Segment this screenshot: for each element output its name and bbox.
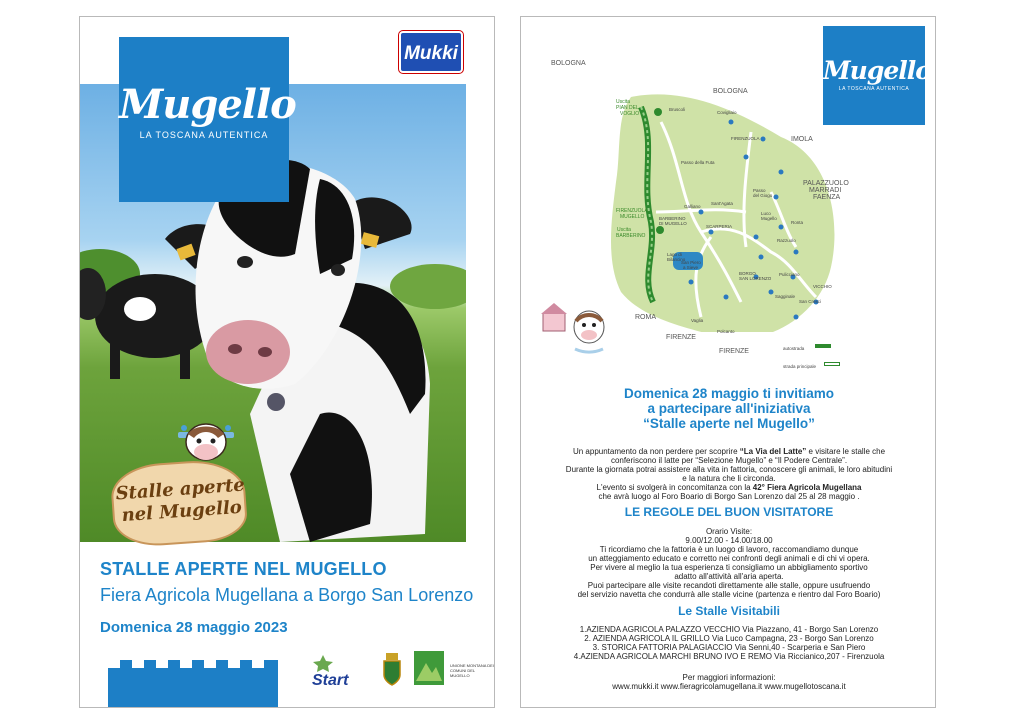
stall-item-3: 3. STORICA FATTORIA PALAGIACCIO Via Senni,40 - Scarperia e San Piero [592,643,866,652]
stall-item-2: 2. AZIENDA AGRICOLA IL GRILLO Via Luco Campagna, 23 - Borgo San Lorenzo [584,634,874,643]
websites[interactable]: www.mukki.it www.fieragricolamugellana.it www.mugellotoscana.it [612,682,846,691]
map-town-borgo-2: SAN LORENZO [739,276,772,281]
mugello-logo [119,37,296,202]
intro-6: che avrà luogo al Foro Boario di Borgo San Lorenzo dal 25 al 28 maggio . [598,492,860,501]
map-town-sagginale: Sagginale [775,294,796,299]
more-info [521,673,936,691]
map-town-passo-giogo-1: Passo [753,188,766,193]
event-date: Domenica 28 maggio 2023 [100,619,288,636]
coat-of-arms-icon [380,651,404,687]
rule-4: adatto all'attività all'aria aperta. [674,572,784,581]
map-label-pian-1: PIAN DEL [616,105,639,111]
sign-line-2: nel Mugello [120,496,243,527]
map-town-barberino-1: BARBERINO [659,216,686,221]
background-cow-image [80,268,215,379]
map-label-firenzuola-exit: FIRENZUOLA [616,208,648,214]
rules-title: LE REGOLE DEL BUON VISITATORE [624,505,834,519]
start-logo [312,654,368,688]
stalls-list [521,625,936,661]
stalls-title: Le Stalle Visitabili [678,604,780,618]
mugello-map [531,62,851,332]
map-town-lago-2: Bilancino [667,257,686,262]
intro-2: conferiscono il latte per “Selezione Mugello” e “Il Podere Centrale”. [610,456,848,465]
invite-headline [521,386,936,431]
flyer-front [79,16,495,708]
rule-6: del servizio navetta che condurrà alle stalle vicine (partenza e rientro dal Foro Boario) [577,590,881,599]
map-town-polcanto: Polcanto [717,329,735,334]
intro-1c: e visitare le stalle che [806,447,886,456]
map-town-pulicciano: Pulicciano [779,272,800,277]
map-label-barberino-exit: BARBERINO [616,233,646,239]
map-town-covigliaio: Covigliaio [717,110,737,115]
mugello-logo-small-name: Mugello [823,56,931,85]
map-town-luco-2: Mugello [761,216,777,221]
flyer-title: STALLE APERTE NEL MUGELLO [100,559,387,579]
map-label-imola: IMOLA [791,136,813,143]
flyer-subtitle: Fiera Agricola Mugellana a Borgo San Lorenzo [100,585,474,605]
info-label: Per maggiori informazioni: [682,673,776,682]
map-town-sancresci: San Cresci [799,299,822,304]
map-label-faenza: FAENZA [813,194,841,201]
start-logo-text: Start [312,672,349,690]
rules-paragraph [521,527,936,599]
intro-1a: Un appuntamento da non perdere per scoprire [572,447,740,456]
intro-1b: “La Via del Latte” [739,447,807,456]
headline-line-3: “Stalle aperte nel Mugello” [643,416,815,431]
map-legend [783,337,840,373]
map-town-santagata: Sant'Agata [711,201,733,206]
exit-pian-del-voglio-marker [654,108,662,116]
sign-text [115,475,248,528]
map-town-vaglia: Vaglia [691,318,704,323]
stall-item-1: 1.AZIENDA AGRICOLA PALAZZO VECCHIO Via Piazzano, 41 - Borgo San Lorenzo [579,625,879,634]
map-town-lago-1: Lago di [667,252,682,257]
sign-line-1: Stalle aperte [114,474,246,505]
map-label-palazzuolo: PALAZZUOLO [803,180,849,187]
stall-item-4: 4.AZIENDA AGRICOLA MARCHI BRUNO IVO E REMO Via Riccianico,207 - Firenzuola [573,652,885,661]
map-label-bologna-top: BOLOGNA [713,88,748,95]
star-icon [312,654,334,672]
headline-line-1: Domenica 28 maggio ti invitiamo [623,386,835,401]
map-town-borgo-1: BORGO [739,271,756,276]
flyer-back [520,16,936,708]
map-label-bologna-left: BOLOGNA [551,60,586,67]
rule-1: Ti ricordiamo che la fattoria è un luogo di lavoro, raccomandiamo dunque [599,545,859,554]
map-town-galliano: Galliano [684,204,701,209]
mugello-logo-tagline: LA TOSCANA AUTENTICA [139,130,269,140]
hours-label: Orario Visite: [705,527,753,536]
intro-3: Durante la giornata potrai assistere alla vita in fattoria, conoscere gli animali, le loro abitudini [565,465,893,474]
intro-5b: 42° Fiera Agricola Mugellana [752,483,862,492]
mugello-logo-small-tagline: LA TOSCANA AUTENTICA [838,86,910,92]
union-montana-logo-icon [414,651,444,685]
map-town-passo-giogo-2: del Giogo [753,193,773,198]
map-label-uscita-2: Uscita [617,227,631,233]
exit-barberino-marker [656,226,664,234]
rule-3: Per vivere al meglio la tua esperienza ti consigliamo un abbigliamento sportivo [590,563,868,572]
map-label-firenze-left: FIRENZE [666,334,696,341]
rule-2: un atteggiamento educato e corretto nei confronti degli animali e di chi vi opera. [588,554,870,563]
legend-strada: strada principale [783,364,817,369]
mukki-logo: Mukki [399,31,463,73]
intro-paragraph [521,447,936,501]
rule-5: Puoi partecipare alle visite recandoti direttamente alle stalle, oppure usufruendo [587,581,871,590]
mugello-logo-name: Mugello [119,81,296,128]
map-town-barberino-2: DI MUGELLO [659,221,687,226]
map-town-luco-1: Luco [761,211,771,216]
map-label-uscita-1: Uscita [616,99,630,105]
legend-autostrada: autostrada [783,346,805,351]
map-label-marradi: MARRADI [809,187,842,194]
map-town-razzuolo: Razzuolo [777,238,796,243]
map-label-mugello-exit: MUGELLO [620,214,645,220]
union-montana-text: UNIONE MONTANA DEI COMUNI DEL MUGELLO [450,663,494,678]
map-label-firenze-bottom: FIRENZE [719,348,749,355]
map-town-scarperia: SCARPERIA [706,224,733,229]
map-town-sanpiero-2: a Sieve [683,265,699,270]
map-town-bruscoli: Bruscoli [669,107,686,112]
castle-battlement-band [108,660,278,708]
map-label-roma: ROMA [635,314,656,321]
map-town-passo-futa: Passo della Futa [681,160,715,165]
headline-line-2: a partecipare all'iniziativa [647,401,811,416]
hours-value: 9.00/12.00 - 14.00/18.00 [685,536,773,545]
map-town-sanpiero-1: San Piero [681,260,701,265]
map-town-firenzuola: FIRENZUOLA [731,136,760,141]
map-label-pian-2: VOGLIO [620,111,640,117]
map-town-vicchio: VICCHIO [813,284,832,289]
intro-5a: L'evento si svolgerà in concomitanza con la [596,483,753,492]
intro-4: e la natura che li circonda. [682,474,776,483]
map-town-ronta: Ronta [791,220,804,225]
cow-mascot-house-icon [539,297,609,357]
